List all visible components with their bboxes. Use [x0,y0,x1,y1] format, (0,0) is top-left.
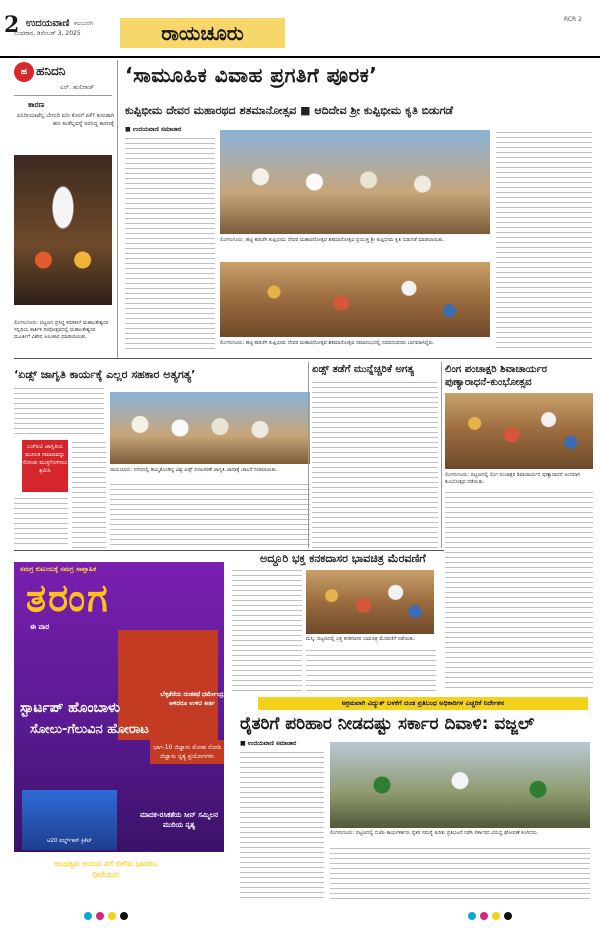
temple-body-text [445,490,593,690]
column-rule [441,362,442,548]
lead-headline[interactable]: ‘ಸಾಮೂಹಿಕ ವಿವಾಹ ಪ್ರಗತಿಗೆ ಪೂರಕ’ [125,63,378,87]
aids-body-text [14,386,104,438]
header-rule [0,56,600,58]
registration-mark-icon [480,912,488,920]
registration-mark-icon [108,912,116,920]
registration-mark-icon [492,912,500,920]
ad-cricket-photo: ಟಿ20 ವರ್ಲ್ಡ್‌ಕಪ್ ಕ್ರಿಕೆಟ್ [22,790,117,850]
lead-photo-caption-2: ಲಿಂಗಸುಗೂರು: ಹಟ್ಟಿ ಕಾರಿಚೆಗಿ ಕುಪ್ಪಿಭೀಮ ದೇವರ ಮಹಾರಥೋತ್ಸವ ಶತಮಾನೋತ್ಸವ ಸಮಾರಂಭದಲ್ಲಿ ನವವಧುವರರು ಭಾಗವಹಿಸಿದ್ದರು. [220,340,435,346]
lead-body-text-right [496,130,592,352]
page-number: 2 [4,12,20,38]
farmer-protest-photo [330,742,590,828]
ad-dance-title: ಮಾದಕ-ರಸಿಕತೆಯ ಸೀನ್ ಸಮ್ಮಿಲನ ಮುರಿಯ ನೃತ್ಯ [139,811,219,829]
ad-celebrity-text: ಬೆಳ್ಳಿತೆರೆಯ ದಂತಕಥೆ ಧರ್ಮೇಂದ್ರ ಅಳಿದರೂ ಉಳಿದ ಕೀರ್ತಿ [160,691,224,707]
registration-mark-icon [96,912,104,920]
registration-mark-icon [504,912,512,920]
farmer-photo-caption: ಲಿಂಗಸುಗೂರು: ಪಟ್ಟಣದಲ್ಲಿ ಬಿಜೆಪಿ ಕಾರ್ಯಕರ್ತರು ರೈತರ ಸಮಸ್ಯೆ ಕುರಿತು ಪ್ರತಿಭಟನೆ ನಡೆಸಿ ಸರ್ಕಾರದ ವಿರುದ್ಧ ಘೋಷಣೆ ಕೂಗಿದರು. [330,830,539,836]
dateline: ಬುಧವಾರ, ಡಿಸೆಂಬರ್ 3, 2025 [14,30,81,37]
lead-photo-crowd [220,262,490,337]
temple-headline[interactable]: ಲಿಂಗ ಪಂಚಾಕ್ಷರಿ ಶಿವಾಚಾರ್ಯರ ಪುಣ್ಯಾರಾಧನೆ-ಕುಂಭೋತ್ಸವ [445,364,548,388]
ad-subtitle: ಈ ವಾರ [30,623,50,631]
forum-headline[interactable]: ಅದ್ದೂರಿ ಭಕ್ತ ಕನಕದಾಸರ ಭಾವಚಿತ್ರ ಮೆರವಣಿಗೆ [260,552,426,565]
temple-photo [445,393,593,469]
section-title: ರಾಯಚೂರು [120,18,285,48]
city-label: ಕಲಬುರಗಿ [74,20,94,27]
divider [14,358,592,359]
registration-mark-icon [468,912,476,920]
forum-body-text [232,568,302,693]
aids-headline[interactable]: ‘ಏಡ್ಸ್ ಜಾಗೃತಿ ಕಾರ್ಯಕ್ಕೆ ಎಲ್ಲರ ಸಹಕಾರ ಅತ್ಯಗತ್ಯ’ [14,368,196,381]
honi-dani-logo-icon: ಹ [14,62,34,82]
farmer-headline[interactable]: ರೈತರಿಗೆ ಪರಿಹಾರ ನೀಡದಷ್ಟು ಸರ್ಕಾರ ದಿವಾಳಿ: ವಜ್ಜಲ್ [240,714,535,734]
column-rule [117,60,118,358]
divider [14,95,112,96]
honi-dani-title: ಹನಿದನಿ [36,64,66,78]
ad-story-title: ಸೋಲು-ಗೆಲುವಿನ ಹೋರಾಟ [30,722,149,737]
lead-photo-stage [220,130,490,234]
notice-banner: ಅಕ್ರಮವಾಗಿ ವಿದ್ಯುತ್ ಬಳಕೆಗೆ ದಂಡ ಪ್ರತಿಬಂಧ ಅಧಿಕಾರಿಗಳ ಎಚ್ಚರಿಕೆ ನಿರ್ದೇಶನ [258,697,588,710]
registration-mark-icon [120,912,128,920]
ad-feature-box: ಭಾಗ-10 ಜಿಜ್ಞಾಸು ಮೋಹ ನೋಡಿ ಜಿಜ್ಞಾಸು ನೃತ್ಯ ಪ್ರಯೋಗಗಳು [150,740,224,764]
aids-photo [110,392,310,464]
lead-byline: ■ ಉದಯವಾಣಿ ಸಮಾಚಾರ [125,126,182,133]
column-rule [308,362,309,548]
divider [14,550,444,551]
ad-pledge-title: ಸರಳತ್ವದ ಹುಡಯ ಸೆರೆಯಲ್ಲಿ ಸಂಗಡಿಗರ ಹೆಜ್ಜೆಗಳು [153,858,215,875]
edition-label: RCR 2 [564,16,582,23]
ad-startup-title: ಸ್ಟಾರ್ಟಪ್ ಹೊಂಬಾಳು [20,700,121,716]
idol-photo-caption: ಲಿಂಗಸುಗೂರು: ಪಟ್ಟಣದ ಪ್ರಸಿದ್ಧ ಕರಡಕಲ್ ಮಹಾಂತೇಶ್ವರರ ಸನ್ನಿಧಿಯ ಕಾರ್ತಿಕ ದೀಪೋತ್ಸವದಲ್ಲಿ ಮಹಾಂತೇಶ್ವರರ ಮೂರ್ತಿಗೆ ವಿಶೇಷ ಅಲಂಕಾರ ಮಾಡಲಾಯಿತು. [14,320,109,340]
forum-photo-caption: ಮಸ್ಕಿ: ಪಟ್ಟಣದಲ್ಲಿ ಭಕ್ತ ಕನಕದಾಸರ ಭಾವಚಿತ್ರ ಮೆರವಣಿಗೆ ನಡೆಯಿತು. [306,636,416,642]
honi-dani-verse: ಏನಿದೀಯಾಟೆಲ್ಲ ಬೇಗುದಿ ಏನೀ ಕೊರಗೆ ಏಕೆ? ಕುರುಡಾಗಿ ಹಣ ಕಂಡೆಲ್ಲವನ್ನೆ ಅರಸಿದ್ದ ಕಾರಣಕ್ಕೆ [16,113,114,127]
temple-photo-caption: ಲಿಂಗಸುಗೂರು: ಪಟ್ಟಣದಲ್ಲಿ ಲಿಂಗ ಪಂಚಾಕ್ಷರಿ ಶಿವಾಚಾರ್ಯರ ಪುಣ್ಯಾರಾಧನೆ ಅಂಗವಾಗಿ ಕುಂಭೋತ್ಸವ ನಡೆಯಿತು. [445,472,581,485]
ad-bharat-title: ಅಂಧತ್ವದ ಜಯದ ನಗೆ ಬೀರಿದ ಭಾರತದ ಧೀರೆಯರು [54,859,158,879]
farmer-body-text-2 [330,846,590,902]
registration-mark-icon [84,912,92,920]
ad-title: ತರಂಗ [26,575,110,620]
ad-topline: ಸಮಗ್ರ ಕುಟುಂಬಕ್ಕೆ ಸಮಗ್ರ ಸಾಪ್ತಾಹಿಕ [20,565,97,573]
farmer-byline: ■ ಉದಯವಾಣಿ ಸಮಾಚಾರ [240,740,297,747]
honi-dani-heading: ಕಾರಣ [28,100,45,109]
paper-name: ಉದಯವಾಣಿ [26,18,70,29]
forum-photo [306,570,434,634]
politics-body-text [312,380,438,548]
lead-photo-caption-1: ಲಿಂಗಸುಗೂರು: ಹಟ್ಟಿ ಕಾರಿಚೆಗಿ ಕುಪ್ಪಿಭೀಮ ದೇವರ ಮಹಾರಥೋತ್ಸವ ಶತಮಾನೋತ್ಸವ ಪ್ರಯುಕ್ತ ಶ್ರೀ ಕುಪ್ಪಿಭೀಮ ಕೃತಿ ಬಿಡುಗಡೆ ಮಾಡಲಾಯಿತು. [220,237,445,243]
honi-dani-author: ಎನ್. ಹುಲಿರಾಜ್ [60,84,95,91]
forum-body-text-2 [306,648,436,693]
farmer-body-text [240,750,324,900]
aids-body-text-3 [14,496,68,548]
aids-highlight-box: ಎಚ್‌ಐವಿ ಜಾಗೃತಿಯ ಮೂಲಕ ಸಮಾಜವನ್ನು ಸೋಂಕು ಮುಕ್ತಗೊಳಿಸಲು ಶ್ರಮಿಸಿ [22,440,68,492]
lead-subheadline: ಕುಪ್ಪಿಭೀಮ ದೇವರ ಮಹಾರಥದ ಶತಮಾನೋತ್ಸವ ■ ಆದಿದೇವ ಶ್ರೀ ಕುಪ್ಪಿಭೀಮ ಕೃತಿ ಬಿಡುಗಡೆ [125,104,453,117]
aids-photo-caption: ರಾಯಚೂರು: ನಗರದಲ್ಲಿ ಹಮ್ಮಿಕೊಂಡಿದ್ದ ವಿಶ್ವ ಏಡ್ಸ್ ದಿನಾಚರಣೆ ಜಾಗೃತಿ ಜಾಥಾಕ್ಕೆ ಚಾಲನೆ ನೀಡಲಾಯಿತು. [110,467,278,473]
idol-photo [14,155,112,305]
aids-body-text-2 [72,440,106,548]
politics-headline[interactable]: ಏಡ್ಸ್ ತಡೆಗೆ ಮುನ್ನೆಚ್ಚರಿಕೆ ಅಗತ್ಯ [312,364,415,375]
aids-body-text-4 [110,482,310,548]
lead-body-text [125,136,215,352]
